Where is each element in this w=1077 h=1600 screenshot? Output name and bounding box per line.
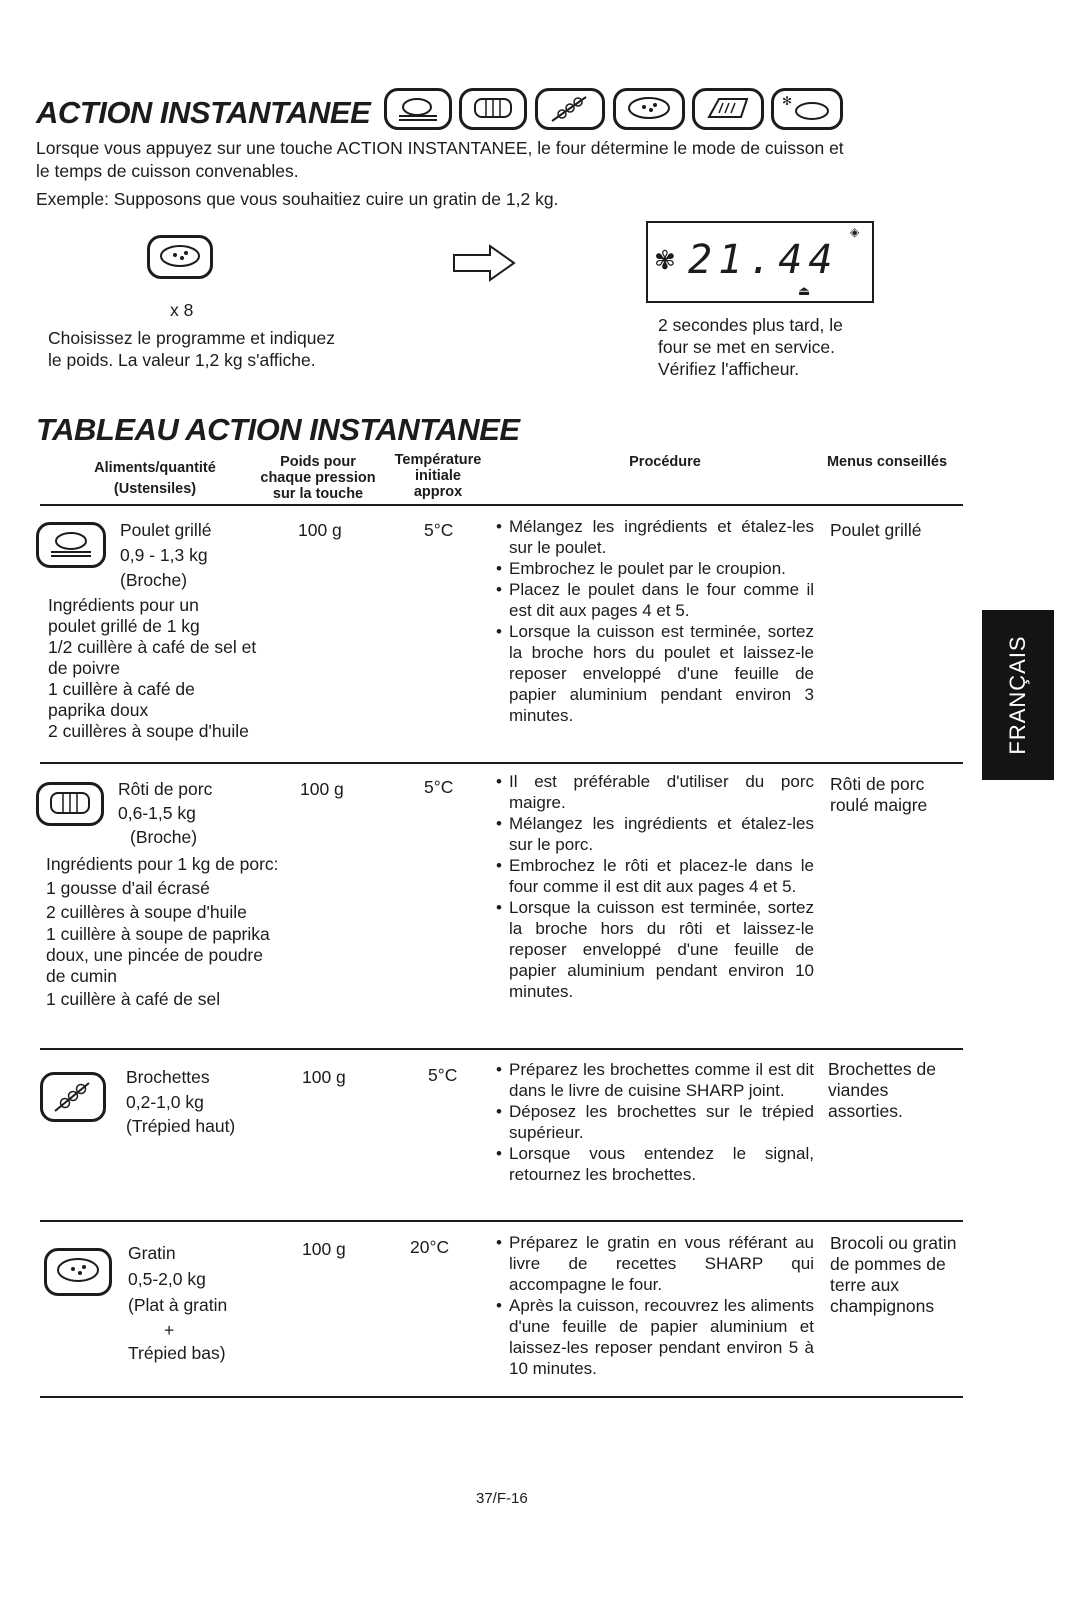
pork-roast-button-row[interactable] xyxy=(36,782,104,826)
row-4-name: Gratin xyxy=(128,1243,176,1263)
intro-line-2: le temps de cuisson convenables. xyxy=(36,161,299,181)
pizza-icon xyxy=(695,91,761,127)
row-1-weight: 100 g xyxy=(298,520,342,540)
header-poids-line-3: sur la touche xyxy=(272,486,364,502)
row-1-ingredient: 1 cuillère à café de xyxy=(48,679,195,699)
skewer-button[interactable] xyxy=(535,88,605,130)
roast-chicken-icon xyxy=(387,91,449,127)
procedure-step: • Mélangez les ingrédients et étalez-les sur le porc. xyxy=(496,813,814,855)
row-2-weight: 100 g xyxy=(300,779,344,799)
language-tab-label: FRANÇAIS xyxy=(1005,635,1030,755)
diamond-indicator-icon: ◈ xyxy=(850,225,860,239)
procedure-step: • Préparez le gratin en vous référant au livre de recettes SHARP qui accompagne le four. xyxy=(496,1232,814,1295)
procedure-step: • Lorsque la cuisson est terminée, sortez la broche hors du poulet et laissez-le reposer enveloppé d'une feuille de papier aluminium pendant environ 3 minutes. xyxy=(496,621,814,726)
table-bottom-rule xyxy=(40,1396,963,1398)
row-1-temp: 5°C xyxy=(424,520,454,540)
row-4-temp: 20°C xyxy=(410,1237,450,1257)
skewer-button-row[interactable] xyxy=(40,1072,106,1122)
table-row-rule xyxy=(40,1048,963,1050)
row-2-name: Rôti de porc xyxy=(118,779,213,799)
intro-line-1: Lorsque vous appuyez sur une touche ACTION INSTANTANEE, le four détermine le mode de cuisson et xyxy=(36,138,844,158)
row-3-qty: 0,2-1,0 kg xyxy=(126,1092,204,1112)
procedure-step: • Placez le poulet dans le four comme il est dit aux pages 4 et 5. xyxy=(496,579,814,621)
row-1-menu: Poulet grillé xyxy=(830,520,922,540)
row-4-utensil-2: Trépied bas) xyxy=(128,1343,226,1363)
row-4-utensil: (Plat à gratin xyxy=(128,1295,228,1315)
page-title: ACTION INSTANTANEE xyxy=(36,95,371,130)
procedure-step: • Mélangez les ingrédients et étalez-les sur le poulet. xyxy=(496,516,814,558)
roast-chicken-button[interactable] xyxy=(384,88,452,130)
header-temp-line-1: Température xyxy=(394,452,482,468)
procedure-step: • Déposez les brochettes sur le trépied supérieur. xyxy=(496,1101,814,1143)
procedure-step: • Embrochez le rôti et placez-le dans le four comme il est dit aux pages 4 et 5. xyxy=(496,855,814,897)
gratin-button-row[interactable] xyxy=(44,1248,112,1296)
row-2-ingredient: 1 cuillère à soupe de paprika xyxy=(46,924,270,944)
row-3-weight: 100 g xyxy=(302,1067,346,1087)
pork-roast-icon xyxy=(462,91,524,127)
language-tab xyxy=(982,610,1054,780)
row-2-temp: 5°C xyxy=(424,777,454,797)
row-3-utensil: (Trépied haut) xyxy=(126,1116,236,1136)
row-1-ingredient: de poivre xyxy=(48,658,120,678)
header-aliments-label: Aliments/quantité xyxy=(94,460,216,476)
row-1-ingredient: poulet grillé de 1 kg xyxy=(48,616,200,636)
row-3-menu: Brochettes de viandes assorties. xyxy=(828,1059,936,1121)
row-2-procedure xyxy=(496,771,814,1002)
row-1-ingredient: paprika doux xyxy=(48,700,149,720)
svg-text:✻: ✻ xyxy=(782,94,793,108)
gratin-dish-icon xyxy=(150,238,210,276)
row-2-ingredient: doux, une pincée de poudre xyxy=(46,945,263,965)
gratin-dish-icon xyxy=(47,1251,109,1293)
procedure-step: • Embrochez le poulet par le croupion. xyxy=(496,558,814,579)
row-1-ingredients xyxy=(48,595,298,742)
example-left-caption-1: Choisissez le programme et indiquez xyxy=(48,328,335,348)
example-right-caption-1: 2 secondes plus tard, le xyxy=(658,315,843,335)
row-2-utensil: (Broche) xyxy=(130,827,198,847)
skewer-icon xyxy=(43,1075,103,1119)
procedure-step: • Lorsque la cuisson est terminée, sortez la broche hors du rôti et laissez-le reposer enveloppé d'une feuille de papier aluminium pendant environ 10 minutes. xyxy=(496,897,814,1002)
roast-chicken-button-row[interactable] xyxy=(36,522,106,568)
pork-roast-button[interactable] xyxy=(459,88,527,130)
header-ustensiles-label: (Ustensiles) xyxy=(113,481,197,497)
pork-roast-icon xyxy=(39,785,101,823)
row-3-procedure xyxy=(496,1059,814,1185)
procedure-step: • Préparez les brochettes comme il est dit dans le livre de cuisine SHARP joint. xyxy=(496,1059,814,1101)
pizza-button[interactable] xyxy=(692,88,764,130)
header-poids-line-1: Poids pour xyxy=(280,454,356,470)
example-right-caption-2: four se met en service. xyxy=(658,337,836,357)
page-number: 37/F-16 xyxy=(476,1490,528,1507)
row-1-qty: 0,9 - 1,3 kg xyxy=(120,545,208,565)
header-temperature xyxy=(388,452,488,500)
header-poids xyxy=(248,454,388,502)
gratin-button-example[interactable] xyxy=(147,235,213,279)
fan-icon: ✾ xyxy=(654,245,676,275)
row-2-ingredient: 2 cuillères à soupe d'huile xyxy=(46,902,247,922)
row-2-ingredient: 1 cuillère à café de sel xyxy=(46,989,221,1009)
intro-line-3: Exemple: Supposons que vous souhaitiez cuire un gratin de 1,2 kg. xyxy=(36,189,559,209)
procedure-step: • Il est préférable d'utiliser du porc maigre. xyxy=(496,771,814,813)
row-1-ingredient: Ingrédients pour un xyxy=(48,595,199,615)
row-1-utensil: (Broche) xyxy=(120,570,188,590)
table-title: TABLEAU ACTION INSTANTANEE xyxy=(36,412,520,447)
row-4-weight: 100 g xyxy=(302,1239,346,1259)
header-procedure: Procédure xyxy=(629,454,701,470)
display-readout: 21.44 xyxy=(688,237,839,283)
header-menus: Menus conseillés xyxy=(826,454,948,470)
header-temp-line-2: initiale xyxy=(415,468,461,484)
dish-indicator-icon: ⏏ xyxy=(798,283,811,298)
row-3-name: Brochettes xyxy=(126,1067,210,1087)
row-1-ingredient: 2 cuillères à soupe d'huile xyxy=(48,721,249,741)
frozen-chicken-icon xyxy=(774,91,840,127)
skewer-icon xyxy=(538,91,602,127)
row-4-menu: Brocoli ou gratin de pommes de terre aux champignons xyxy=(830,1233,957,1316)
arrow-right-icon xyxy=(452,243,518,283)
row-2-menu: Rôti de porc roulé maigre xyxy=(830,774,928,815)
row-2-ingredients xyxy=(46,852,316,1011)
row-3-temp: 5°C xyxy=(428,1065,458,1085)
header-poids-line-2: chaque pression xyxy=(260,470,376,486)
example-right-caption-3: Vérifiez l'afficheur. xyxy=(658,359,800,379)
row-4-procedure xyxy=(496,1232,814,1379)
row-2-qty: 0,6-1,5 kg xyxy=(118,803,196,823)
roast-chicken-icon xyxy=(39,525,103,565)
oven-display xyxy=(646,221,874,303)
row-2-ingredient: de cumin xyxy=(46,966,118,986)
row-2-ingredient: Ingrédients pour 1 kg de porc: xyxy=(46,854,279,874)
table-row-rule xyxy=(40,1220,963,1222)
row-1-ingredient: 1/2 cuillère à café de sel et xyxy=(48,637,257,657)
press-count: x 8 xyxy=(170,300,194,320)
gratin-dish-icon xyxy=(616,91,682,127)
table-row-rule xyxy=(40,762,963,764)
procedure-step: • Lorsque vous entendez le signal, retournez les brochettes. xyxy=(496,1143,814,1185)
row-1-procedure xyxy=(496,516,814,726)
example-left-caption-2: le poids. La valeur 1,2 kg s'affiche. xyxy=(48,350,316,370)
header-temp-line-3: approx xyxy=(413,484,463,500)
row-1-name: Poulet grillé xyxy=(120,520,212,540)
frozen-chicken-button[interactable] xyxy=(771,88,843,130)
header-aliments xyxy=(70,460,240,497)
gratin-button[interactable] xyxy=(613,88,685,130)
procedure-step: • Après la cuisson, recouvrez les aliments d'une feuille de papier aluminium et laissez-les reposer pendant environ 5 à 10 minutes. xyxy=(496,1295,814,1379)
table-header-rule xyxy=(40,504,963,506)
row-4-qty: 0,5-2,0 kg xyxy=(128,1269,206,1289)
row-2-ingredient: 1 gousse d'ail écrasé xyxy=(46,878,210,898)
row-4-utensil-plus: + xyxy=(164,1320,175,1340)
